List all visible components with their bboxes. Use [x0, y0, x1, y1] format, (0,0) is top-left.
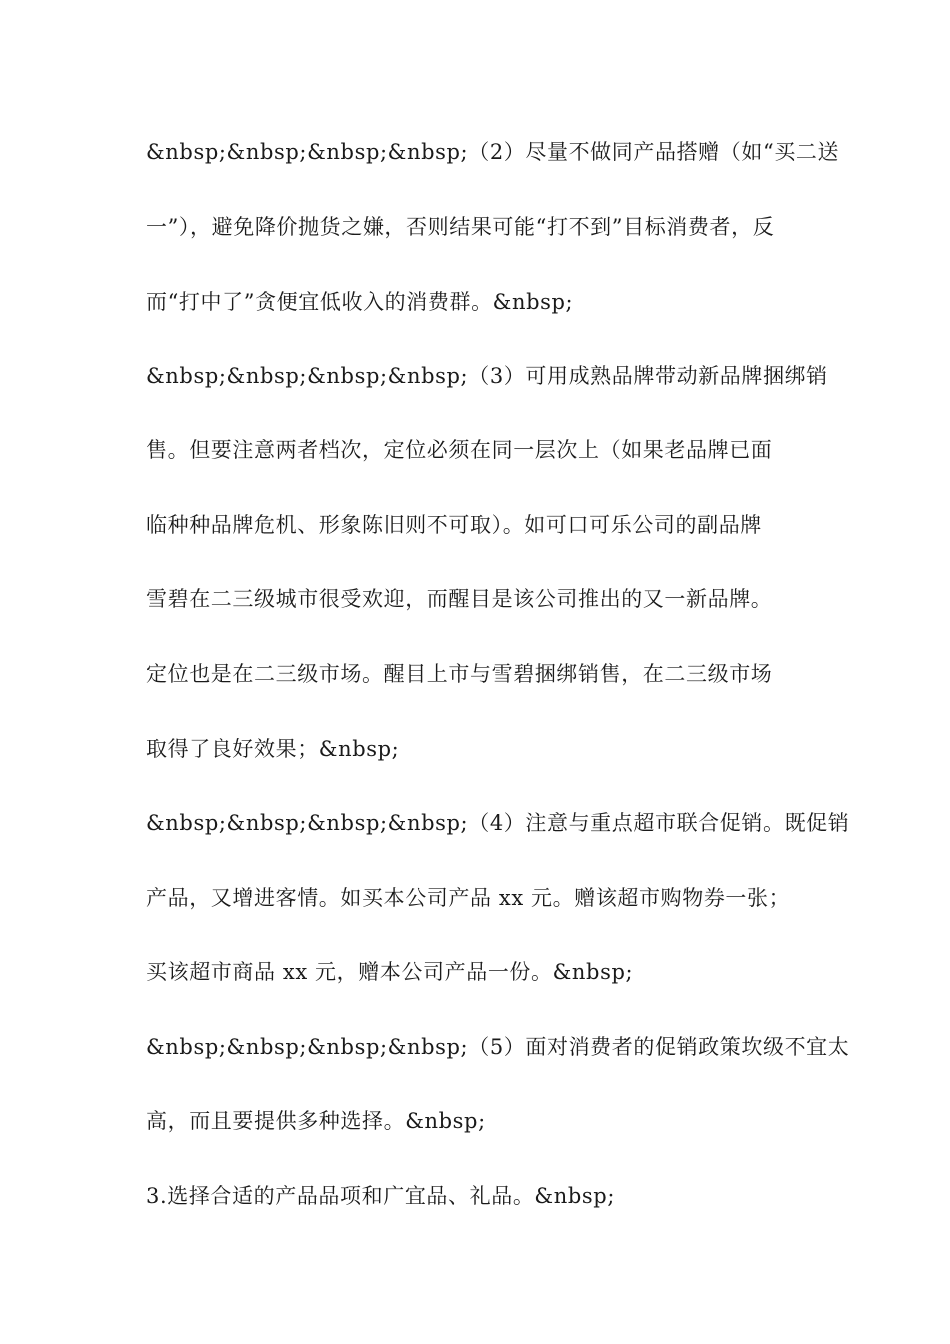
text-line: 雪碧在二三级城市很受欢迎，而醒目是该公司推出的又一新品牌。 [146, 587, 773, 611]
text-line: 取得了良好效果；&nbsp; [146, 737, 400, 761]
text-line: 一”），避免降价抛货之嫌，否则结果可能“打不到”目标消费者，反 [146, 215, 775, 239]
text-line: &nbsp;&nbsp;&nbsp;&nbsp;（5）面对消费者的促销政策坎级不宜太 [146, 1035, 850, 1059]
text-line: &nbsp;&nbsp;&nbsp;&nbsp;（4）注意与重点超市联合促销。既促销 [146, 811, 850, 835]
text-line: &nbsp;&nbsp;&nbsp;&nbsp;（2）尽量不做同产品搭赠（如“买二送 [146, 140, 840, 164]
text-line: 产品，又增进客情。如买本公司产品 xx 元。赠该超市购物券一张； [146, 886, 791, 910]
text-line: 临种种品牌危机、形象陈旧则不可取）。如可口可乐公司的副品牌 [146, 513, 762, 537]
text-line: 高，而且要提供多种选择。&nbsp; [146, 1109, 486, 1133]
text-line: &nbsp;&nbsp;&nbsp;&nbsp;（3）可用成熟品牌带动新品牌捆绑销 [146, 364, 828, 388]
text-line: 买该超市商品 xx 元，赠本公司产品一份。&nbsp; [146, 960, 634, 984]
text-line: 3.选择合适的产品品项和广宜品、礼品。&nbsp; [146, 1184, 615, 1208]
text-line: 售。但要注意两者档次，定位必须在同一层次上（如果老品牌已面 [146, 438, 773, 462]
text-line: 定位也是在二三级市场。醒目上市与雪碧捆绑销售，在二三级市场 [146, 662, 773, 686]
text-line: 而“打中了”贪便宜低收入的消费群。&nbsp; [146, 290, 574, 314]
